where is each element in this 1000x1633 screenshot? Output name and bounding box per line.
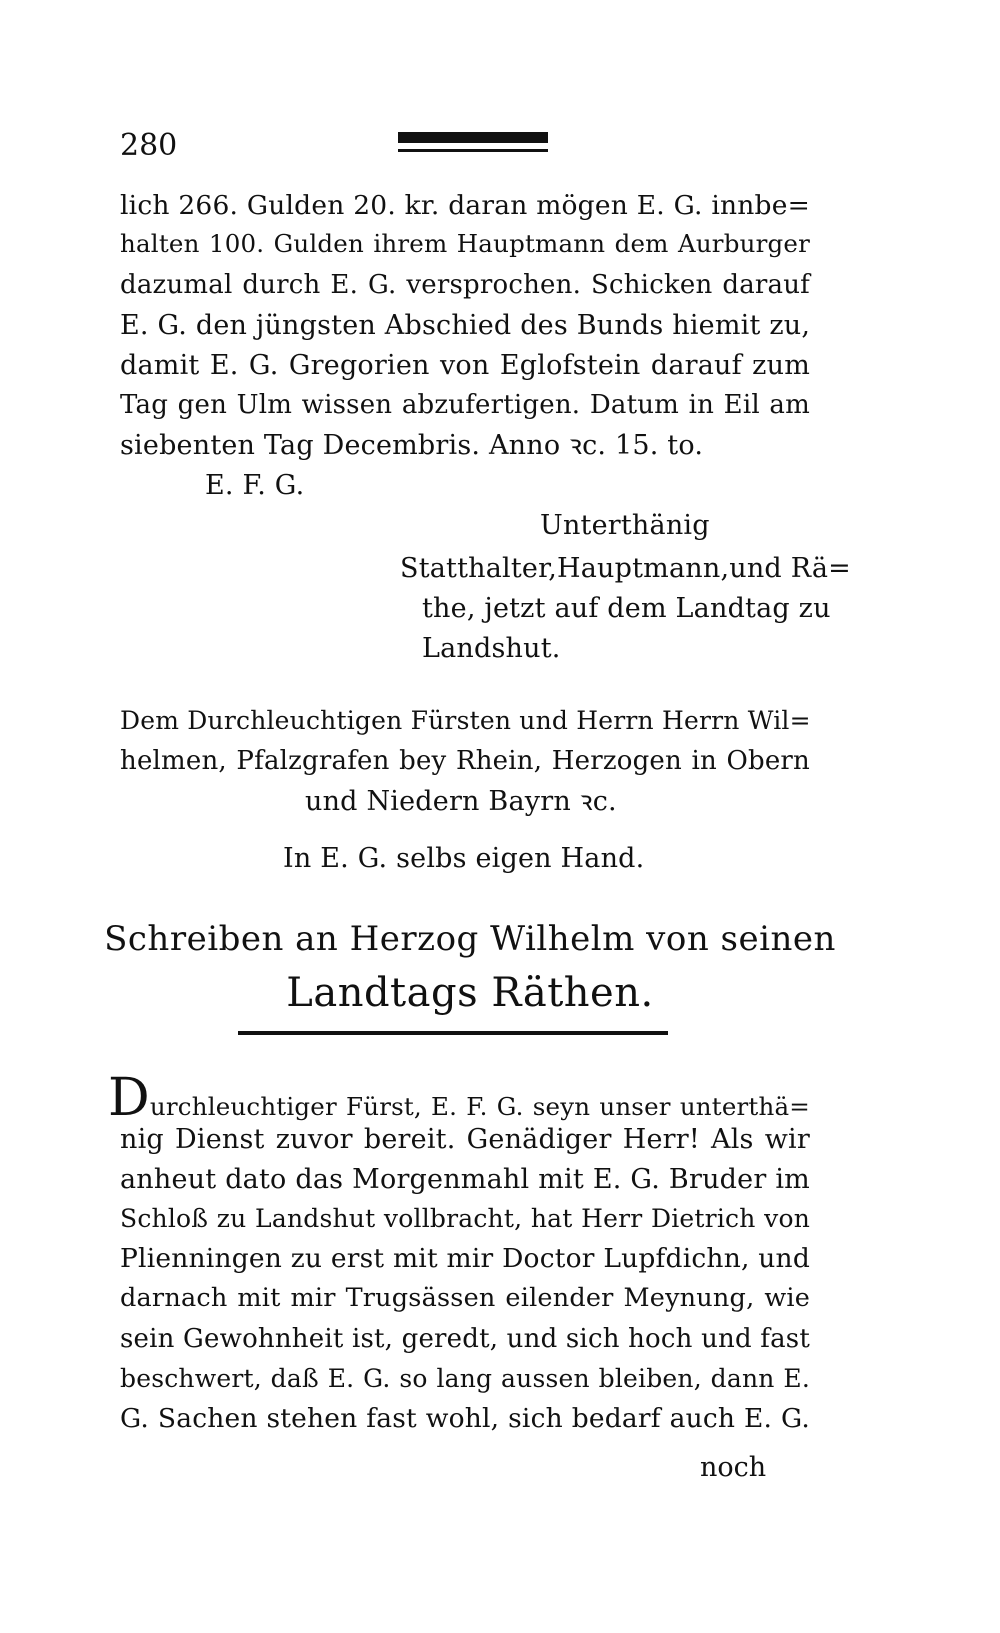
letter2-line-7: sein Gewohnheit ist, geredt, und sich hoch und fast <box>120 1324 810 1354</box>
letter2-line-1-text: urchleuchtiger Fürst, E. F. G. seyn unser unterthä= <box>149 1092 810 1121</box>
letter2-line-2: nig Dienst zuvor bereit. Genädiger Herr! Als wir <box>120 1124 810 1155</box>
address-line-2: helmen, Pfalzgrafen bey Rhein, Herzogen in Obern <box>120 746 810 776</box>
catchword: noch <box>700 1452 767 1483</box>
address-line-3: und Niedern Bayrn ꝛc. <box>305 786 617 817</box>
letter-line-1: lich 266. Gulden 20. kr. daran mögen E. G. innbe= <box>120 190 810 221</box>
letter-line-5: damit E. G. Gregorien von Eglofstein darauf zum <box>120 350 810 381</box>
address-line-1: Dem Durchleuchtigen Fürsten und Herrn Herrn Wil= <box>120 706 811 735</box>
letter-line-3: dazumal durch E. G. versprochen. Schicken darauf <box>120 270 810 300</box>
letter2-line-9: G. Sachen stehen fast wohl, sich bedarf auch E. G. <box>120 1403 810 1434</box>
signature-line-4: Landshut. <box>422 633 561 664</box>
letter2-line-8: beschwert, daß E. G. so lang aussen bleiben, dann E. <box>120 1364 810 1393</box>
section-title-line-1: Schreiben an Herzog Wilhelm von seinen <box>104 919 836 959</box>
signature-line-2: Statthalter,Hauptmann,und Rä= <box>400 553 851 584</box>
letter2-line-3: anheut dato das Morgenmahl mit E. G. Bruder im <box>120 1164 810 1195</box>
salutation-abbrev: E. F. G. <box>205 470 305 501</box>
drop-capital: D <box>108 1068 150 1128</box>
section-rule <box>238 1031 668 1035</box>
letter2-line-1 <box>108 1068 810 1128</box>
header-rule <box>398 132 548 152</box>
delivery-note: In E. G. selbs eigen Hand. <box>283 843 645 874</box>
letter-line-4: E. G. den jüngsten Abschied des Bunds hiemit zu, <box>120 310 811 341</box>
signature-line-1: Unterthänig <box>540 510 710 541</box>
letter2-line-5: Plienningen zu erst mit mir Doctor Lupfdichn, und <box>120 1243 810 1274</box>
letter2-line-4: Schloß zu Landshut vollbracht, hat Herr Dietrich von <box>120 1204 810 1233</box>
letter-line-7: siebenten Tag Decembris. Anno ꝛc. 15. to. <box>120 430 704 461</box>
letter-line-2: halten 100. Gulden ihrem Hauptmann dem Aurburger <box>120 229 810 258</box>
letter-line-6: Tag gen Ulm wissen abzufertigen. Datum in Eil am <box>120 390 810 420</box>
header-rule-thin <box>398 149 548 152</box>
signature-line-3: the, jetzt auf dem Landtag zu <box>422 593 831 624</box>
header-rule-thick <box>398 132 548 143</box>
letter2-line-6: darnach mit mir Trugsässen eilender Meynung, wie <box>120 1283 810 1313</box>
page-number: 280 <box>120 128 178 163</box>
section-title-line-2: Landtags Räthen. <box>286 970 654 1016</box>
